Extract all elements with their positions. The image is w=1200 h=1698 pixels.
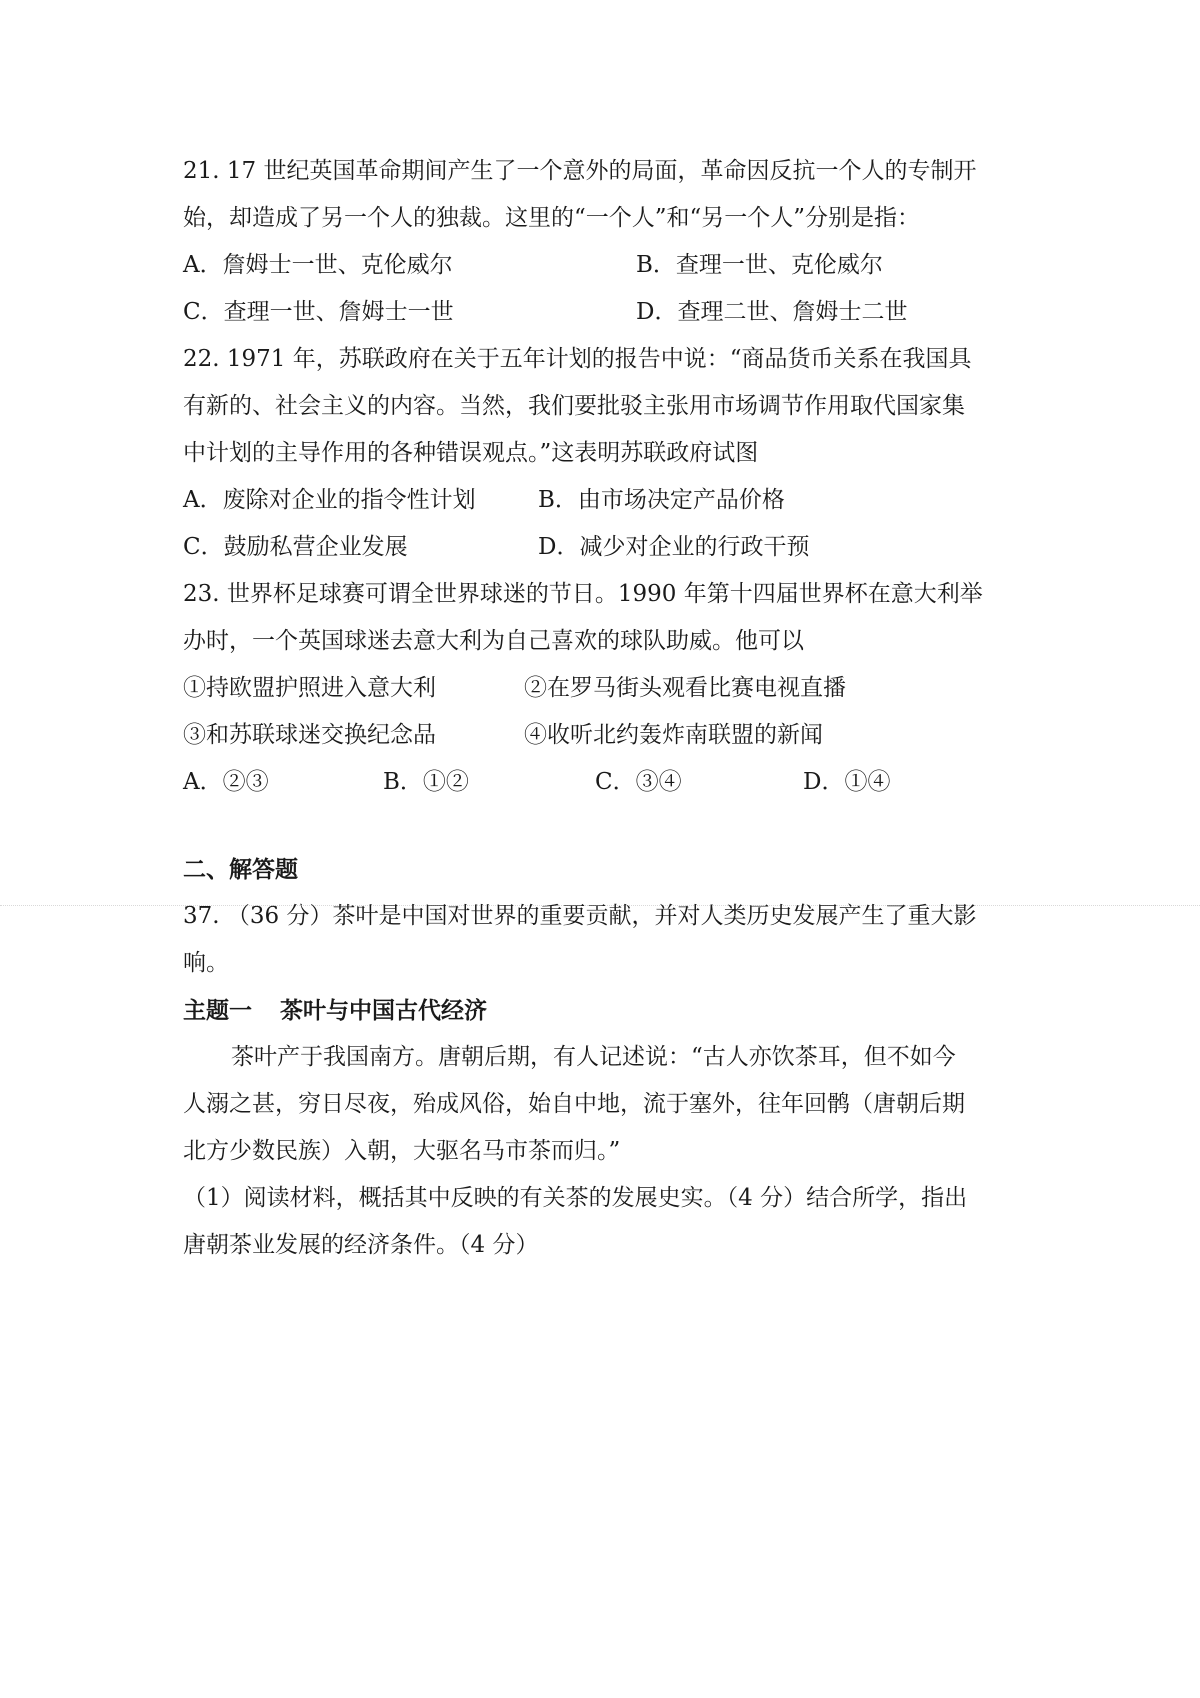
question-23-option-a: A．②③ xyxy=(183,769,269,795)
question-22-stem-line-3: 中计划的主导作用的各种错误观点。”这表明苏联政府试图 xyxy=(183,440,759,466)
theme-label: 主题一 xyxy=(183,997,252,1024)
question-23-items-row-2 xyxy=(183,712,1023,759)
question-23-item-3: ③和苏联球迷交换纪念品 xyxy=(183,722,436,748)
question-37-stem-line-2: 响。 xyxy=(183,950,229,976)
question-21-stem-line-1: 21. 17 世纪英国革命期间产生了一个意外的局面，革命因反抗一个人的专制开 xyxy=(183,158,977,184)
question-22-stem-line-2: 有新的、社会主义的内容。当然，我们要批驳主张用市场调节作用取代国家集 xyxy=(183,393,965,419)
question-22-option-a: A．废除对企业的指令性计划 xyxy=(183,487,476,513)
question-23-option-d: D．①④ xyxy=(803,769,891,795)
question-21-options-row-2 xyxy=(183,289,1023,336)
question-22-option-b: B．由市场决定产品价格 xyxy=(538,487,785,513)
question-23 xyxy=(183,571,1023,806)
question-21 xyxy=(183,148,1023,336)
question-22-option-c: C．鼓励私营企业发展 xyxy=(183,534,408,560)
question-21-option-b: B．查理一世、克伦威尔 xyxy=(636,252,883,278)
question-21-option-c: C．查理一世、詹姆士一世 xyxy=(183,299,454,325)
question-23-option-b: B．①② xyxy=(383,769,469,795)
question-22-stem-line-1: 22. 1971 年，苏联政府在关于五年计划的报告中说：“商品货币关系在我国具 xyxy=(183,346,972,372)
question-21-option-a: A．詹姆士一世、克伦威尔 xyxy=(183,252,453,278)
question-23-stem-line-1: 23. 世界杯足球赛可谓全世界球迷的节日。1990 年第十四届世界杯在意大利举 xyxy=(183,581,983,607)
question-21-stem-line-2: 始，却造成了另一个人的独裁。这里的“一个人”和“另一个人”分别是指： xyxy=(183,205,921,231)
question-23-item-2: ②在罗马街头观看比赛电视直播 xyxy=(524,675,846,701)
exam-page xyxy=(183,148,1023,1269)
question-23-option-c: C．③④ xyxy=(595,769,682,795)
question-22-option-d: D．减少对企业的行政干预 xyxy=(538,534,810,560)
question-37-theme-heading xyxy=(183,987,1023,1034)
question-23-item-1: ①持欧盟护照进入意大利 xyxy=(183,675,436,701)
question-37-stem-line-1: 37. （36 分）茶叶是中国对世界的重要贡献，并对人类历史发展产生了重大影 xyxy=(183,903,977,929)
question-22-options-row-2 xyxy=(183,524,1023,571)
question-37-task-line-2: 唐朝茶业发展的经济条件。（4 分） xyxy=(183,1232,539,1258)
question-23-options-row xyxy=(183,759,1023,806)
question-37-material-line-2: 人溺之甚，穷日尽夜，殆成风俗，始自中地，流于塞外，往年回鹘（唐朝后期 xyxy=(183,1091,965,1117)
theme-title: 茶叶与中国古代经济 xyxy=(280,997,487,1024)
question-22-options-row-1 xyxy=(183,477,1023,524)
section-2-heading: 二、解答题 xyxy=(183,856,298,883)
question-23-items-row-1 xyxy=(183,665,1023,712)
question-37-material-line-3: 北方少数民族）入朝，大驱名马市茶而归。” xyxy=(183,1138,621,1164)
question-22 xyxy=(183,336,1023,571)
question-37 xyxy=(183,893,1023,1269)
section-spacer xyxy=(183,806,1023,846)
question-21-options-row-1 xyxy=(183,242,1023,289)
question-23-stem-line-2: 办时，一个英国球迷去意大利为自己喜欢的球队助威。他可以 xyxy=(183,628,804,654)
question-37-material-line-1: 茶叶产于我国南方。唐朝后期，有人记述说：“古人亦饮茶耳，但不如今 xyxy=(231,1044,956,1070)
question-23-item-4: ④收听北约轰炸南联盟的新闻 xyxy=(524,722,823,748)
question-21-option-d: D．查理二世、詹姆士二世 xyxy=(636,299,908,325)
question-37-task-line-1: （1）阅读材料，概括其中反映的有关茶的发展史实。（4 分）结合所学，指出 xyxy=(183,1185,968,1211)
